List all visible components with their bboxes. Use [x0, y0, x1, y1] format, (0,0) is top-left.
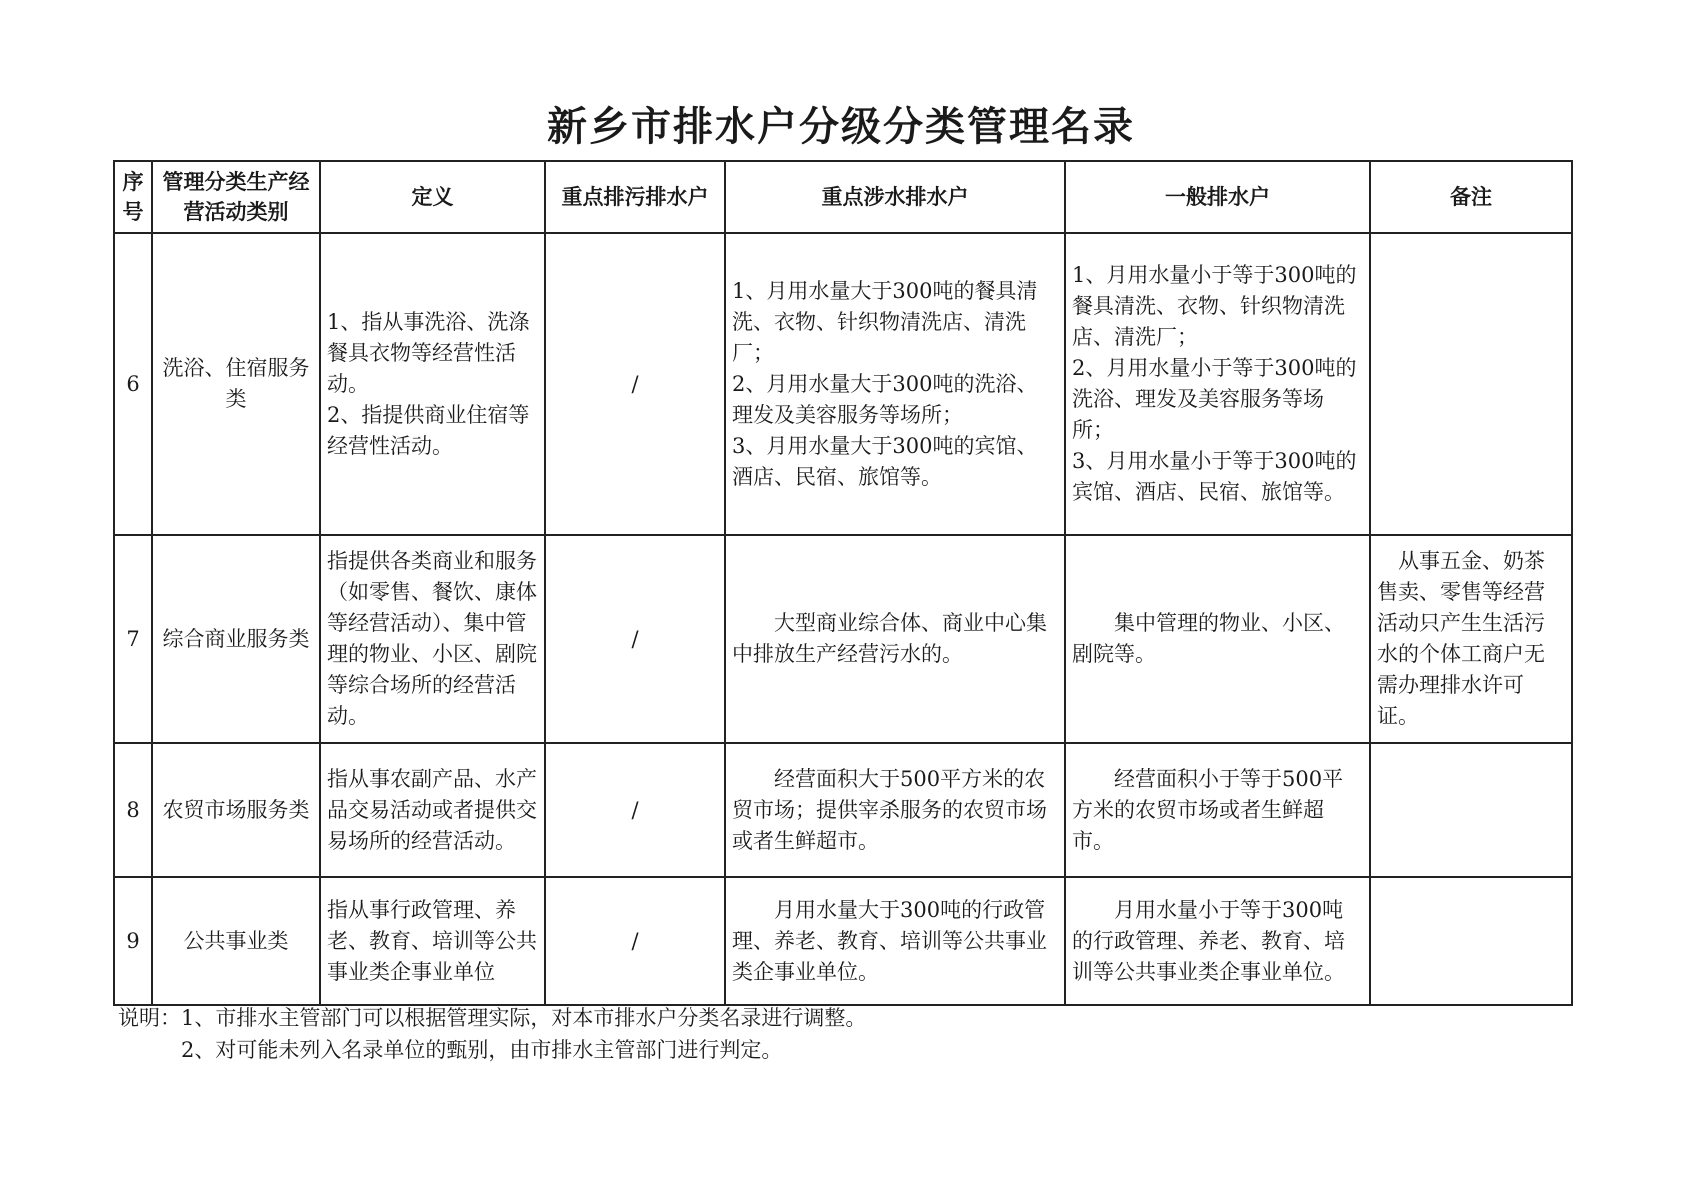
row-remarks [1370, 877, 1572, 1005]
header-key-pollutant: 重点排污排水户 [545, 161, 725, 233]
table-row [114, 877, 1572, 1005]
note-line-1: 说明：1、市排水主管部门可以根据管理实际，对本市排水户分类名录进行调整。 [118, 1006, 867, 1030]
row-key-pollutant: / [545, 233, 725, 535]
row-definition: 1、指从事洗浴、洗涤餐具衣物等经营性活动。 2、指提供商业住宿等经营性活动。 [320, 233, 545, 535]
header-key-water: 重点涉水排水户 [725, 161, 1065, 233]
row-key-pollutant: / [545, 877, 725, 1005]
row-category: 公共事业类 [152, 877, 320, 1005]
row-general: 经营面积小于等于500平方米的农贸市场或者生鲜超市。 [1065, 743, 1370, 877]
row-definition: 指从事行政管理、养老、教育、培训等公共事业类企事业单位 [320, 877, 545, 1005]
row-seq: 6 [114, 233, 152, 535]
row-key-water: 大型商业综合体、商业中心集中排放生产经营污水的。 [725, 535, 1065, 743]
header-seq: 序号 [114, 161, 152, 233]
row-key-pollutant: / [545, 535, 725, 743]
registry-table [113, 160, 1573, 1006]
table-row [114, 233, 1572, 535]
row-definition: 指提供各类商业和服务（如零售、餐饮、康体等经营活动）、集中管理的物业、小区、剧院等综合场所的经营活动。 [320, 535, 545, 743]
row-category: 农贸市场服务类 [152, 743, 320, 877]
row-seq: 9 [114, 877, 152, 1005]
row-general: 1、月用水量小于等于300吨的餐具清洗、衣物、针织物清洗店、清洗厂； 2、月用水量小于等于300吨的洗浴、理发及美容服务等场所； 3、月用水量小于等于300吨的宾馆、酒店、民宿、旅馆等。 [1065, 233, 1370, 535]
header-category: 管理分类生产经营活动类别 [152, 161, 320, 233]
row-key-pollutant: / [545, 743, 725, 877]
row-key-water: 月用水量大于300吨的行政管理、养老、教育、培训等公共事业类企事业单位。 [725, 877, 1065, 1005]
row-key-water: 经营面积大于500平方米的农贸市场；提供宰杀服务的农贸市场或者生鲜超市。 [725, 743, 1065, 877]
table-row [114, 743, 1572, 877]
note-line-2: 2、对可能未列入名录单位的甄别，由市排水主管部门进行判定。 [181, 1038, 783, 1062]
header-general: 一般排水户 [1065, 161, 1370, 233]
row-definition: 指从事农副产品、水产品交易活动或者提供交易场所的经营活动。 [320, 743, 545, 877]
row-key-water: 1、月用水量大于300吨的餐具清洗、衣物、针织物清洗店、清洗厂； 2、月用水量大于300吨的洗浴、理发及美容服务等场所； 3、月用水量大于300吨的宾馆、酒店、民宿、旅馆等。 [725, 233, 1065, 535]
row-general: 集中管理的物业、小区、剧院等。 [1065, 535, 1370, 743]
row-category: 综合商业服务类 [152, 535, 320, 743]
row-seq: 8 [114, 743, 152, 877]
row-seq: 7 [114, 535, 152, 743]
header-row [114, 161, 1572, 233]
row-general: 月用水量小于等于300吨的行政管理、养老、教育、培训等公共事业类企事业单位。 [1065, 877, 1370, 1005]
row-category: 洗浴、住宿服务类 [152, 233, 320, 535]
row-remarks [1370, 743, 1572, 877]
page-title: 新乡市排水户分级分类管理名录 [547, 104, 1135, 150]
row-remarks: 从事五金、奶茶售卖、零售等经营活动只产生生活污水的个体工商户无需办理排水许可证。 [1370, 535, 1572, 743]
table-row [114, 535, 1572, 743]
row-remarks [1370, 233, 1572, 535]
header-definition: 定义 [320, 161, 545, 233]
header-remarks: 备注 [1370, 161, 1572, 233]
